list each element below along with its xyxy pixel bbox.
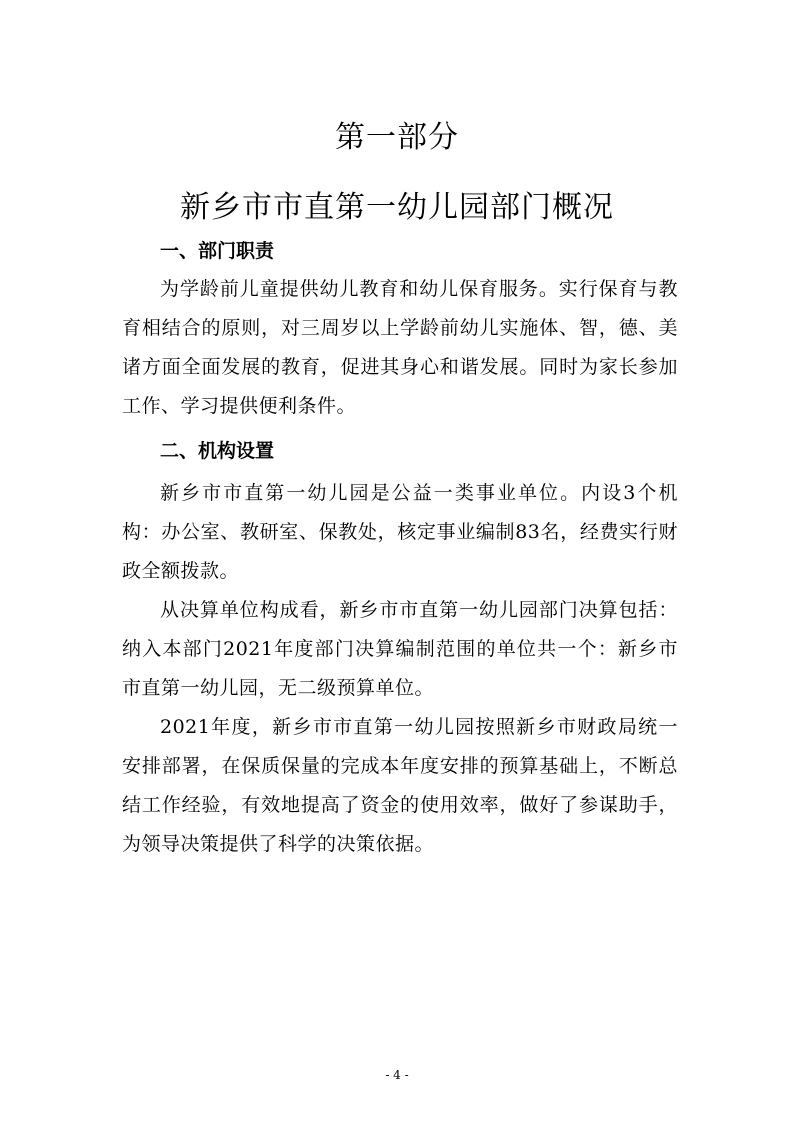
section-heading-duties: 一、部门职责 xyxy=(160,240,275,262)
part-title: 第一部分 xyxy=(335,120,459,155)
section-heading-structure: 二、机构设置 xyxy=(160,440,275,462)
paragraph-structure-1: 新乡市市直第一幼儿园是公益一类事业单位。内设3个机构：办公室、教研室、保教处，核定事业编制83名，经费实行财政全额拨款。 xyxy=(122,482,678,582)
paragraph-duties: 为学龄前儿童提供幼儿教育和幼儿保育服务。实行保育与教育相结合的原则，对三周岁以上学龄前幼儿实施体、智，德、美诸方面全面发展的教育，促进其身心和谐发展。同时为家长参加工作、学习提供便利条件。 xyxy=(122,278,678,417)
paragraph-structure-2: 从决算单位构成看，新乡市市直第一幼儿园部门决算包括：纳入本部门2021年度部门决算编制范围的单位共一个：新乡市市直第一幼儿园，无二级预算单位。 xyxy=(122,599,678,699)
document-title: 新乡市市直第一幼儿园部门概况 xyxy=(180,190,614,225)
document-body xyxy=(122,236,678,864)
page-number: - 4 - xyxy=(385,1068,409,1082)
paragraph-structure-3: 2021年度，新乡市市直第一幼儿园按照新乡市财政局统一安排部署，在保质保量的完成本年度安排的预算基础上，不断总结工作经验，有效地提高了资金的使用效率，做好了参谋助手，为领导决策提供了科学的决策依据。 xyxy=(122,716,678,855)
